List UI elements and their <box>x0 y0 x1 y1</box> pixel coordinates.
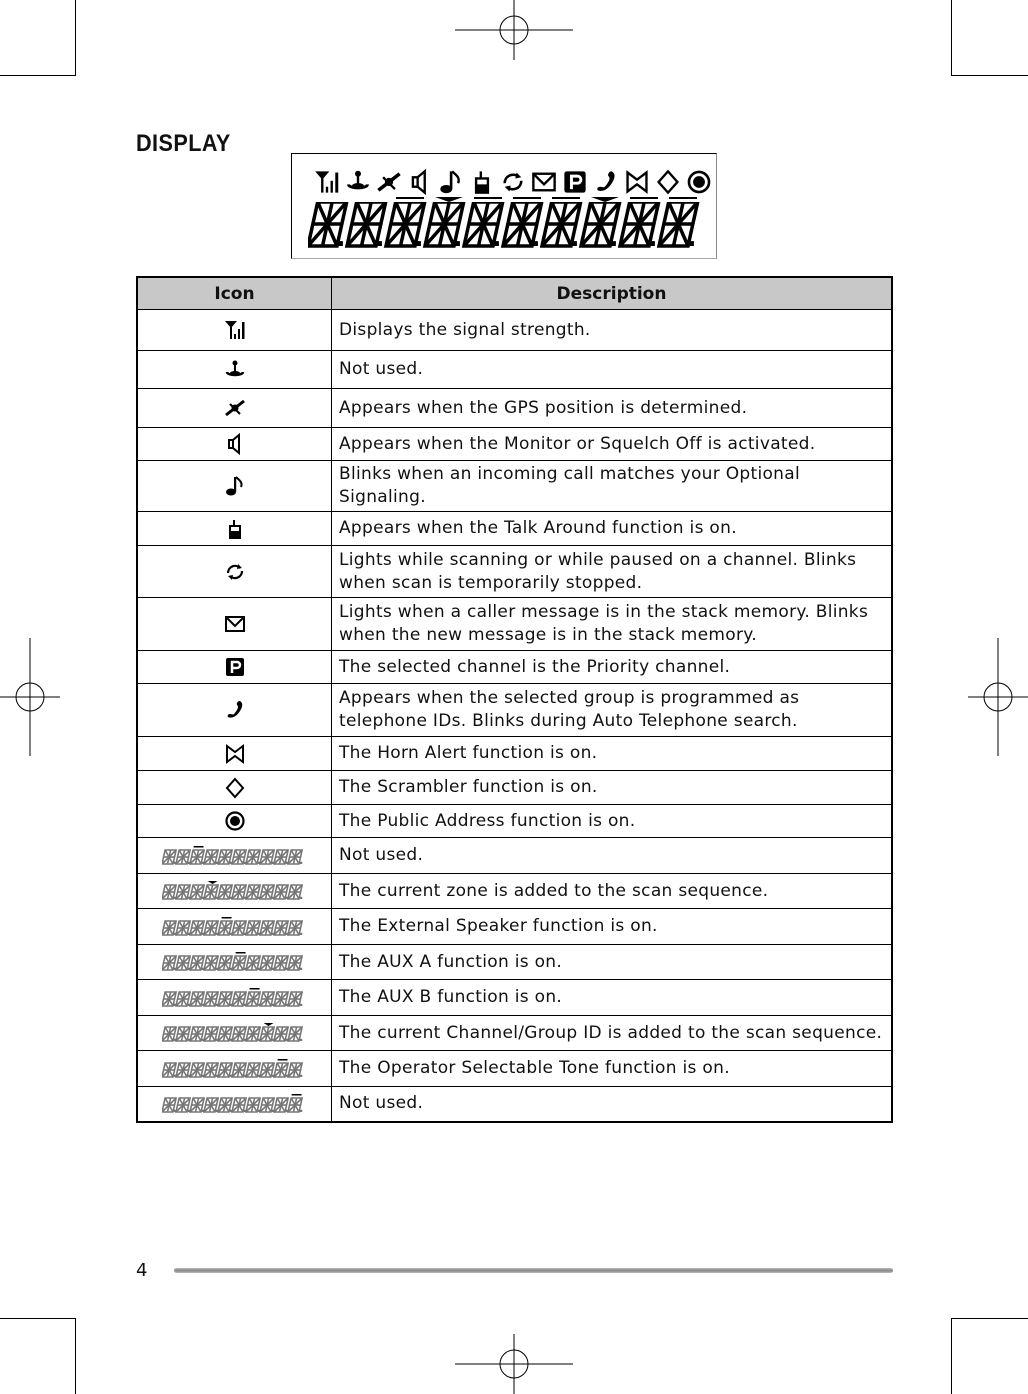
lcd-marker <box>396 197 424 199</box>
page-title: DISPLAY <box>136 130 231 157</box>
marker-arrow <box>264 1023 274 1026</box>
table-row <box>137 945 892 980</box>
lock-joystick-icon <box>224 359 246 381</box>
note-icon <box>224 475 246 497</box>
table-row <box>137 838 892 874</box>
signal-icon <box>224 319 246 341</box>
signal-icon <box>314 169 340 195</box>
description-cell: The Scrambler function is on. <box>332 771 893 805</box>
lcd-digit-row <box>308 202 711 252</box>
description-cell: Displays the signal strength. <box>332 310 893 351</box>
table-row <box>137 874 892 909</box>
crop-mark <box>75 0 76 76</box>
table-row <box>137 805 892 838</box>
icon-description-table <box>136 276 893 1123</box>
table-row <box>137 546 892 598</box>
marker-arrow <box>208 881 218 884</box>
description-cell: Not used. <box>332 351 893 389</box>
icon-cell <box>137 1016 332 1051</box>
description-cell: Lights while scanning or while paused on a channel. Blinks when scan is temporarily stopped. <box>332 546 893 598</box>
crop-mark <box>951 0 952 76</box>
message-icon <box>531 169 557 195</box>
marker-bar <box>250 988 260 990</box>
priority-icon <box>562 169 588 195</box>
table-row <box>137 1016 892 1051</box>
lcd-lock-joystick <box>343 168 372 196</box>
lcd-marker-row <box>308 196 708 204</box>
segment-bar-5-icon <box>162 917 306 937</box>
table-row <box>137 351 892 389</box>
horn-icon <box>624 169 650 195</box>
crop-mark <box>0 75 76 76</box>
icon-cell <box>137 980 332 1016</box>
crop-mark <box>75 1318 76 1394</box>
note-icon <box>438 169 464 195</box>
description-cell: Appears when the selected group is programmed as telephone IDs. Blinks during Auto Telephone search. <box>332 684 893 737</box>
crop-mark <box>951 75 1028 76</box>
lcd-note <box>436 168 465 196</box>
table-row <box>137 512 892 546</box>
lcd-marker <box>435 197 463 202</box>
table-row <box>137 909 892 945</box>
icon-cell <box>137 351 332 389</box>
crop-mark <box>951 1318 1028 1319</box>
segment-bar-9-icon <box>162 1059 306 1079</box>
icon-cell <box>137 461 332 512</box>
table-row <box>137 310 892 351</box>
segment-arrow-4-icon <box>162 881 306 901</box>
table-row <box>137 1051 892 1087</box>
table-row <box>137 737 892 771</box>
scrambler-icon <box>224 777 246 799</box>
table-row <box>137 389 892 428</box>
segment-bar-6-icon <box>162 952 306 972</box>
lcd-gps <box>374 168 403 196</box>
lcd-signal <box>312 168 341 196</box>
speaker-icon <box>224 433 246 455</box>
horn-icon <box>224 743 246 765</box>
icon-cell <box>137 874 332 909</box>
lcd-marker <box>630 197 658 199</box>
description-cell: Lights when a caller message is in the stack memory. Blinks when the new message is in the stack memory. <box>332 598 893 651</box>
icon-cell <box>137 310 332 351</box>
table-row <box>137 771 892 805</box>
crop-mark <box>0 1318 76 1319</box>
icon-cell <box>137 771 332 805</box>
icon-cell <box>137 651 332 684</box>
lcd-talk-around <box>467 168 496 196</box>
description-cell: The selected channel is the Priority channel. <box>332 651 893 684</box>
registration-mark <box>968 638 1028 756</box>
icon-cell <box>137 945 332 980</box>
telephone-icon <box>224 699 246 721</box>
lcd-display-diagram <box>291 153 717 259</box>
icon-cell <box>137 805 332 838</box>
icon-cell <box>137 546 332 598</box>
table-row <box>137 598 892 651</box>
lcd-priority <box>560 168 589 196</box>
gps-icon <box>224 397 246 419</box>
marker-bar <box>222 917 232 919</box>
public-address-icon <box>224 810 246 832</box>
lcd-marker <box>513 197 541 199</box>
description-cell: Appears when the Monitor or Squelch Off is activated. <box>332 428 893 461</box>
lcd-telephone <box>591 168 620 196</box>
priority-icon <box>224 656 246 678</box>
description-cell: The Public Address function is on. <box>332 805 893 838</box>
marker-bar <box>236 952 246 954</box>
segment-bar-10-icon <box>162 1094 306 1114</box>
scan-icon <box>500 169 526 195</box>
header-description: Description <box>332 277 893 310</box>
lock-joystick-icon <box>345 169 371 195</box>
registration-mark <box>455 1334 573 1394</box>
icon-cell <box>137 1051 332 1087</box>
public-address-icon <box>686 169 712 195</box>
table-row <box>137 1087 892 1122</box>
lcd-message <box>529 168 558 196</box>
segment-bar-3-icon <box>162 846 306 866</box>
table-row <box>137 684 892 737</box>
lcd-marker <box>669 197 697 199</box>
segment-arrow-8-icon <box>162 1023 306 1043</box>
description-cell: The current Channel/Group ID is added to the scan sequence. <box>332 1016 893 1051</box>
header-icon: Icon <box>137 277 332 310</box>
icon-cell <box>137 598 332 651</box>
description-cell: Not used. <box>332 1087 893 1122</box>
marker-bar <box>292 1094 302 1096</box>
icon-cell <box>137 838 332 874</box>
description-cell: The Horn Alert function is on. <box>332 737 893 771</box>
scan-icon <box>224 561 246 583</box>
description-cell: Appears when the Talk Around function is on. <box>332 512 893 546</box>
icon-cell <box>137 684 332 737</box>
speaker-icon <box>407 169 433 195</box>
lcd-speaker <box>405 168 434 196</box>
lcd-marker <box>552 197 580 199</box>
page-number: 4 <box>136 1260 148 1281</box>
icon-cell <box>137 909 332 945</box>
scrambler-icon <box>655 169 681 195</box>
lcd-marker <box>591 197 619 202</box>
description-cell: The External Speaker function is on. <box>332 909 893 945</box>
icon-cell <box>137 512 332 546</box>
lcd-scrambler <box>653 168 682 196</box>
description-cell: Not used. <box>332 838 893 874</box>
lcd-public-address <box>684 168 713 196</box>
table-row <box>137 651 892 684</box>
telephone-icon <box>593 169 619 195</box>
lcd-scan <box>498 168 527 196</box>
lcd-icon-row <box>312 168 713 196</box>
marker-bar <box>194 846 204 848</box>
table-row <box>137 461 892 512</box>
talk-around-icon <box>469 169 495 195</box>
lcd-marker <box>474 197 502 199</box>
gps-icon <box>376 169 402 195</box>
description-cell: The current zone is added to the scan sequence. <box>332 874 893 909</box>
icon-cell <box>137 428 332 461</box>
description-cell: Blinks when an incoming call matches your Optional Signaling. <box>332 461 893 512</box>
icon-cell <box>137 737 332 771</box>
marker-bar <box>278 1059 288 1061</box>
icon-cell <box>137 389 332 428</box>
footer-rule <box>174 1268 893 1273</box>
table-row <box>137 980 892 1016</box>
icon-cell <box>137 1087 332 1122</box>
description-cell: The AUX A function is on. <box>332 945 893 980</box>
table-row <box>137 428 892 461</box>
crop-mark <box>951 1318 952 1394</box>
description-cell: The Operator Selectable Tone function is on. <box>332 1051 893 1087</box>
lcd-digits-svg <box>308 202 711 248</box>
message-icon <box>224 613 246 635</box>
description-cell: Appears when the GPS position is determined. <box>332 389 893 428</box>
talk-around-icon <box>224 518 246 540</box>
lcd-horn <box>622 168 651 196</box>
registration-mark <box>455 0 573 60</box>
description-cell: The AUX B function is on. <box>332 980 893 1016</box>
segment-bar-7-icon <box>162 988 306 1008</box>
registration-mark <box>0 638 60 756</box>
